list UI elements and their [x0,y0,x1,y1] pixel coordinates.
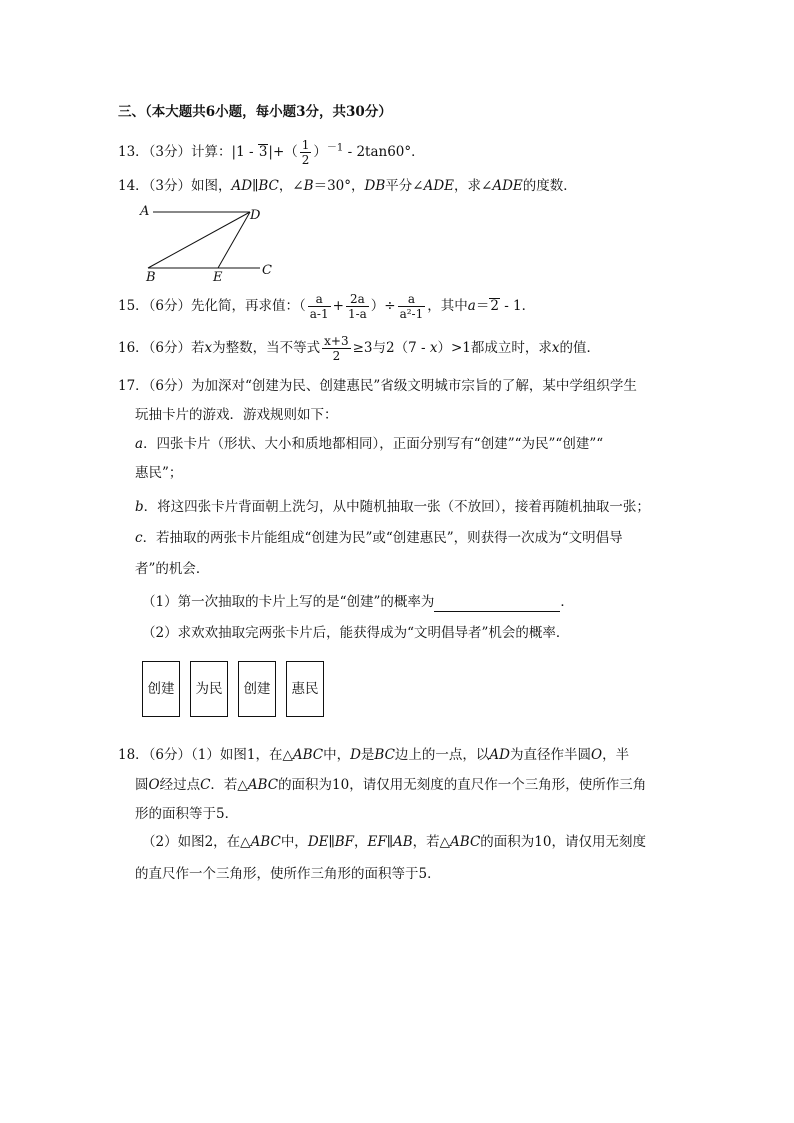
q17-label-c: c [135,530,143,546]
question-15 [118,292,535,321]
q18-line4 [142,832,646,852]
q14-g: 平分∠ [385,178,424,194]
card-4: 惠民 [286,661,324,717]
card-3: 创建 [238,661,276,717]
q15-f2-den: 1-a [347,307,367,321]
q16-frac [322,334,350,363]
q18-l1a: 18．（6分）（1）如图1，在△ [118,747,293,763]
q18-l1j: O [591,747,603,763]
q15-f3-num: a [398,292,426,307]
q14-h: ADE [423,178,455,194]
q18-line5: 的直尺作一个三角形，使所作三角形的面积等于5． [135,866,441,882]
card-2: 为民 [190,661,228,717]
q16-f-num: x+3 [324,334,349,348]
q18-l4h: ABC [450,834,481,850]
q17-l6-text: ．若抽取的两张卡片能组成“创建为民”或“创建惠民”，则获得一次成为“文明倡导 [142,530,623,546]
q18-l2e: ．若△ [210,777,248,793]
q18-l2a: 圆 [135,777,149,793]
question-14 [118,176,577,196]
q17-p1-text: （1）第一次抽取的卡片上写的是“创建”的概率为 [142,594,435,610]
q15-f1-den: a-1 [309,307,329,321]
q14-k: 的度数． [522,178,577,194]
q14-a: 14．（3分）如图， [118,178,232,194]
q17-part1 [142,592,574,612]
q17-l3-text: ．四张卡片（形状、大小和质地都相同），正面分别写有“创建”“为民”“创建”“ [143,436,604,452]
q15-f2-num: 2a [346,292,369,307]
q16-x1: x [204,340,213,356]
section-title: 三、（本大题共6小题，每小题3分，共30分） [118,104,392,120]
q13-after: ） [313,144,327,160]
q18-l1b: ABC [292,747,324,763]
q18-l4c: 中， [280,834,308,850]
q18-l4b: ABC [250,834,281,850]
question-16 [118,334,600,363]
q18-l1h: AD [489,747,510,763]
label-a: A [140,204,150,219]
q18-l2c: 经过点 [159,777,201,793]
q15-var: a [467,298,476,314]
q18-l4i: 的面积为10，请仅用无刻度 [480,834,646,850]
q17-l5-text: ．将这四张卡片背面朝上洗匀，从中随机抽取一张（不放回），接着再随机抽取一张； [143,499,650,515]
q18-l2b: O [148,777,160,793]
q14-c: ，∠ [278,178,304,194]
q14-d: B [303,178,314,194]
q13-frac-den: 2 [301,153,310,167]
label-d: D [250,208,261,223]
q16-mid2: ≥3与2（7 - [352,340,430,356]
q18-line3: 形的面积等于5． [135,806,239,822]
q17-p1-end: ． [560,594,574,610]
q15-plus: + [332,298,344,314]
q18-l1g: 边上的一点，以 [394,747,490,763]
q13-sqrt: 3 [258,144,268,160]
q16-x3: x [551,340,560,356]
answer-blank[interactable] [434,597,560,612]
q18-l1k: ，半 [602,747,630,763]
q18-l1f: BC [374,747,395,763]
q18-l2d: C [200,777,211,793]
q13-mid: |+（ [268,144,298,160]
q13-frac-num: 1 [301,138,310,152]
q17-line6 [135,528,623,548]
q16-f-den: 2 [332,349,341,363]
question-13 [118,138,425,167]
q18-l1e: 是 [360,747,375,763]
label-b: B [146,270,156,284]
line-db [148,212,250,268]
q14-e: ＝30°， [313,178,365,194]
q15-prefix: 15．（6分）先化简，再求值：（ [118,298,306,314]
q18-l2g: 的面积为10，请仅用无刻度的直尺作一个三角形，使所作三角 [278,777,647,793]
label-c: C [262,263,272,278]
q13-prefix: 13．（3分）计算：|1 - [118,144,258,160]
q18-l2f: ABC [247,777,279,793]
label-e: E [213,270,223,284]
q15-frac3 [398,292,426,321]
q15-where: ，其中 [427,298,468,314]
q18-l4g: ，若△ [412,834,451,850]
q18-line1 [118,745,629,765]
q14-f: DB [364,178,386,194]
q18-l4d: DE∥BF [307,834,355,850]
q15-f3-den: a²-1 [399,307,424,321]
q15-div: ）÷ [370,298,396,314]
q15-tail: - 1． [499,298,536,314]
q15-sqrt: 2 [490,298,499,314]
q18-l1i: 为直径作半圆 [510,747,591,763]
q17-line2: 玩抽卡片的游戏．游戏规则如下： [135,407,338,423]
q17-label-b: b [135,499,144,515]
q16-mid1: 为整数，当不等式 [212,340,321,356]
q17-line7: 者”的机会． [135,561,210,577]
q13-exponent: －1 [326,142,344,154]
card-1: 创建 [142,661,180,717]
q16-prefix: 16．（6分）若 [118,340,205,356]
q14-i: ，求∠ [454,178,493,194]
q13-fraction [300,138,312,167]
q17-line3 [135,434,603,454]
q17-line4: 惠民”； [135,465,183,481]
q18-line2 [135,775,646,795]
q15-frac2 [346,292,369,321]
q18-l1d: D [350,747,361,763]
q16-tail: 的值． [559,340,601,356]
q17-part2: （2）求欢欢抽取完两张卡片后，能获得成为“文明倡导者”机会的概率． [142,625,570,641]
q14-b: AD∥BC [231,178,279,194]
q18-l4f: EF∥AB [367,834,413,850]
q13-tail: - 2tan60°． [343,144,425,160]
q17-label-a: a [135,436,144,452]
q17-line1: 17．（6分）为加深对“创建为民、创建惠民”省级文明城市宗旨的了解，某中学组织学生 [118,378,637,394]
q17-line5 [135,497,650,517]
q15-frac1 [308,292,331,321]
q14-j: ADE [492,178,523,194]
q18-l4a: （2）如图2，在△ [142,834,251,850]
q18-l1c: 中， [323,747,351,763]
q18-l4e: ， [354,834,368,850]
q16-mid3: ）>1都成立时，求 [437,340,552,356]
q16-x2: x [429,340,438,356]
q15-eq: ＝ [475,298,490,314]
q14-figure [138,200,288,284]
q15-f1-num: a [308,292,331,307]
